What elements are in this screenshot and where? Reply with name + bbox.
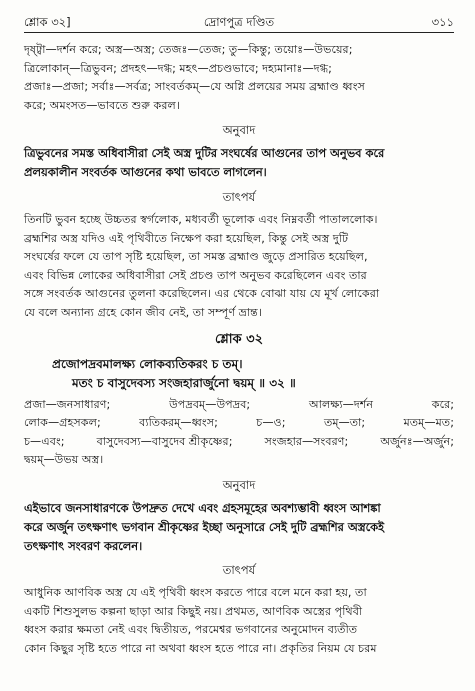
running-header	[24, 14, 454, 33]
book-page	[24, 14, 454, 659]
purport-line: সংঘর্ষের ফলে যে তাপ সৃষ্টি হয়েছিল, তা সমস্ত ব্রহ্মাণ্ড জুড়ে প্রসারিত হয়েছিল,	[24, 250, 368, 264]
purport-line: এবং বিভিন্ন লোকের অধিবাসীরা সেই প্রচণ্ড তাপ অনুভব করেছিলেন এবং তার	[24, 268, 367, 282]
purport-heading: তাৎপর্য	[222, 563, 256, 578]
translation-line: প্রলয়কালীন সংবর্তক আগুনের কথা ভাবতে লাগলেন।	[24, 165, 267, 180]
purport-text	[24, 211, 454, 323]
translation-line: করে অর্জুন তৎক্ষণাৎ ভগবান শ্রীকৃষ্ণের ইচ্ছা অনুসারে সেই দুটি ব্রহ্মশির অস্ত্রকেই	[24, 519, 385, 534]
translation-line: তৎক্ষণাৎ সংবরণ করলেন।	[24, 538, 143, 553]
gloss-entry: দ্বয়ম্‌—উভয় অস্ত্র।	[24, 453, 104, 467]
purport-line: কোন কিছুর সৃষ্টি হতে পারে না অথবা ধ্বংস হতে পারে না। প্রকৃতির নিয়ম যে চরম	[24, 642, 377, 656]
gloss-entry: ব্যতিকরম্‌—ধ্বংস;	[139, 416, 218, 430]
purport-heading: তাৎপর্য	[222, 189, 256, 204]
translation-line: ত্রিভুবনের সমস্ত অধিবাসীরা সেই অস্ত্র দুটির সংঘর্ষের আগুনের তাপ অনুভব করে	[24, 146, 385, 161]
translation-line: এইভাবে জনসাধারণকে উপদ্রুত দেখে এবং গ্রহসমূহের অবশ্যম্ভাবী ধ্বংস আশঙ্কা	[24, 500, 381, 515]
gloss-entry: লোক—গ্রহসকল;	[24, 416, 101, 430]
translation-heading: অনুবাদ	[222, 477, 256, 492]
translation-text	[24, 499, 454, 555]
word-gloss-top	[24, 41, 454, 115]
gloss-row	[24, 414, 454, 433]
purport-line: সঙ্গে সংবর্তক আগুনের তুলনা করেছিলেন। এর থেকে বোঝা যায় যে মূর্খ লোকেরা	[24, 287, 380, 301]
verse-line: মতং চ বাসুদেবস্য সংজহারার্জুনো দ্বয়ম্‌ ॥ ৩২ ॥	[72, 375, 296, 390]
purport-line: আধুনিক আণবিক অস্ত্র যে এই পৃথিবী ধ্বংস করতে পারে বলে মনে করা হয়, তা	[24, 586, 367, 600]
purport-line: ব্রহ্মশির অস্ত্র যদিও এই পৃথিবীতে নিক্ষেপ করা হয়েছিল, কিন্তু সেই অস্ত্র দুটি	[24, 231, 349, 245]
purport-text	[24, 584, 454, 658]
gloss-entry: করে;	[431, 397, 454, 411]
header-chapter-title: দ্রোণপুত্র দণ্ডিত	[203, 15, 275, 29]
purport-line: যে বলে অন্যান্য গ্রহে কোন জীব নেই, তা সম্পূর্ণ ভ্রান্ত।	[24, 305, 262, 319]
gloss-row	[24, 433, 454, 452]
verse-heading: শ্লোক ৩২	[214, 331, 264, 347]
gloss-entry: প্রজা—জনসাধারণ;	[24, 397, 111, 411]
purport-line: একটি শিশুসুলভ কল্পনা ছাড়া আর কিছুই নয়। প্রথমত, আণবিক অস্ত্রের পৃথিবী	[24, 604, 363, 618]
gloss-entry: আলক্ষ্য—দর্শন	[308, 397, 373, 411]
gloss-entry: উপদ্রবম্‌—উপদ্রব;	[169, 397, 251, 411]
purport-line: তিনটি ভুবন হচ্ছে উচ্চতর স্বর্গলোক, মধ্যবর্তী ভূলোক এবং নিম্নবর্তী পাতাললোক।	[24, 212, 378, 226]
gloss-entry: তম্‌—তা;	[323, 416, 366, 430]
gloss-line: দৃষ্ট্বা—দর্শন করে; অস্ত্র—অস্ত্র; তেজঃ—তেজ; তু—কিন্তু; তয়োঃ—উভয়ের;	[24, 43, 353, 56]
gloss-line: প্রজাঃ—প্রজা; সর্বাঃ—সর্বত্র; সাংবর্তকম্‌—যে অগ্নি প্রলয়ের সময় ব্রহ্মাণ্ড ধ্বংস	[24, 80, 365, 94]
gloss-line: করে; অমংসত—ভাবতে শুরু করল।	[24, 98, 180, 112]
verse-text	[24, 355, 454, 393]
verse-line: প্রজোপদ্রবমালক্ষ্য লোকব্যতিকরং চ তম্‌।	[52, 356, 243, 371]
gloss-entry: মতম্‌—মত;	[403, 416, 454, 430]
gloss-entry: চ—এবং;	[24, 434, 65, 448]
gloss-row	[24, 451, 454, 470]
word-gloss-verse	[24, 396, 454, 470]
gloss-row	[24, 396, 454, 415]
gloss-entry: অর্জুনঃ—অর্জুন;	[380, 434, 454, 448]
gloss-entry: সংজহার—সংবরণ;	[264, 434, 349, 448]
gloss-entry: চ—ও;	[256, 416, 286, 430]
translation-heading: অনুবাদ	[222, 123, 256, 138]
header-verse-ref: শ্লোক ৩২]	[24, 15, 71, 29]
gloss-entry: বাসুদেবস্য—বাসুদেব শ্রীকৃষ্ণের;	[96, 434, 233, 448]
header-page-number: ৩১১	[431, 15, 454, 29]
purport-line: ধ্বংস করার ক্ষমতা নেই এবং দ্বিতীয়ত, পরমেশ্বর ভগবানের অনুমোদন ব্যতীত	[24, 623, 358, 637]
translation-text	[24, 144, 454, 182]
gloss-line: ত্রিলোকান্‌—ত্রিভুবন; প্রদহৎ—দগ্ধ; মহৎ—প্রচণ্ডভাবে; দহ্যমানাঃ—দগ্ধ;	[24, 61, 332, 75]
